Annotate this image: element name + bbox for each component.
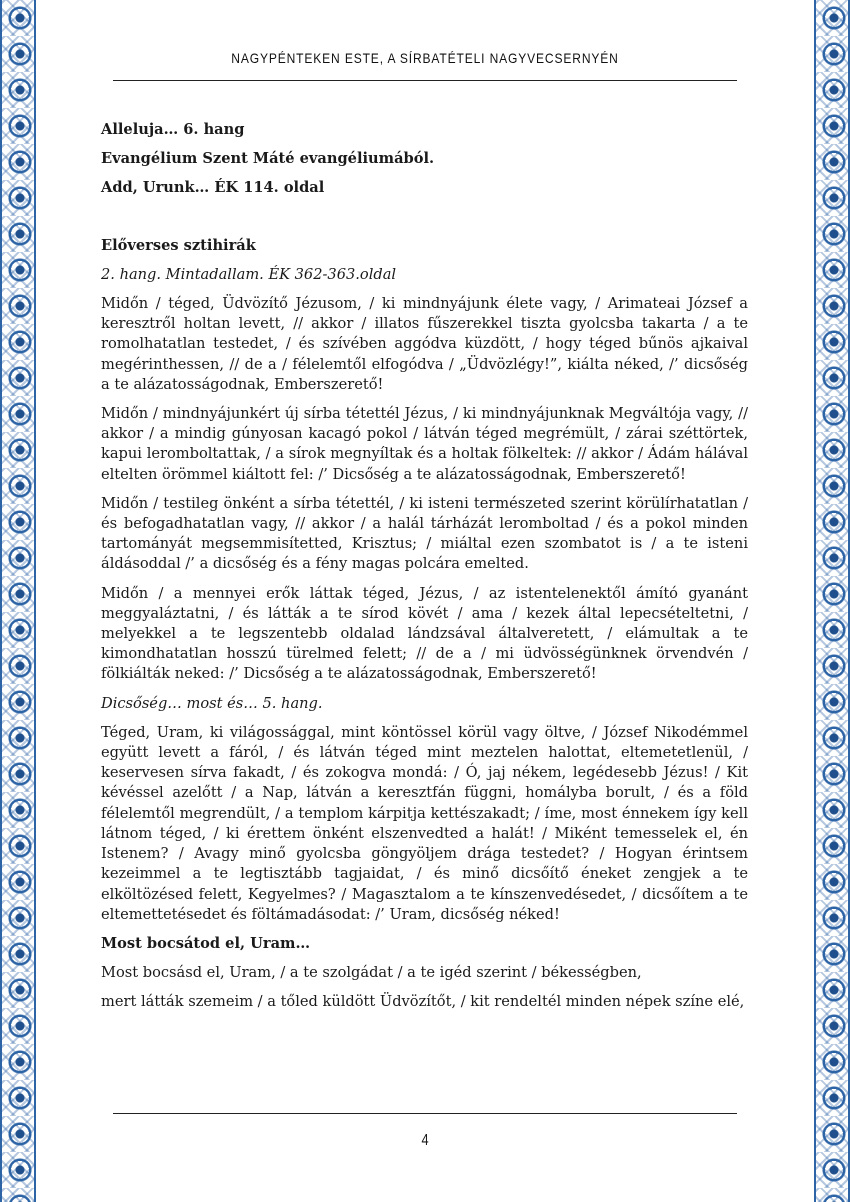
nunc-dimittis-heading: Most bocsátod el, Uram… (101, 934, 311, 952)
nunc-dimittis-line-1: Most bocsásd el, Uram, / a te szolgádat / a te igéd szerint / békességben, (101, 964, 642, 982)
nunc-dimittis-line-2: mert látták szemeim / a tőled küldött Üdvözítőt, / kit rendeltél minden népek színe elé, (101, 993, 745, 1011)
section-spacer (101, 208, 748, 236)
sticheron-4: Midőn / a mennyei erők láttak téged, Jézus, / az istentelenektől ámító gyanánt meggyaláztatni, / és látták a te sírod kövét / ama / kezek által lepecsételtetni, / melyekkel a te legszentebb oldalad lándzsával általveretett, / elámultak a te kimondhatatlan hosszú türelmed felett; // de a / mi üdvösségünknek örvendvén / fölkiálták neked: /’ Dicsőség a te alázatosságodnak, Emberszerető! (101, 584, 748, 683)
prayer-line: Add, Urunk… ÉK 114. oldal (101, 179, 325, 197)
right-ornamental-border (814, 0, 850, 1202)
sticheron-2: Midőn / mindnyájunkért új sírba tétettél Jézus, / ki mindnyájunknak Megváltója vagy, // akkor / a mindig gúnyosan kacagó pokol / látván téged megrémült, / zárai széttörtek, kapui leromboltattak, / a sírok megnyíltak és a holtak fölkeltek: // akkor / Ádám hálával eltelten örömmel kiáltott fel: /’ Dicsőség a te alázatosságodnak, Emberszerető! (101, 405, 748, 483)
glory-heading: Dicsőség… most és… 5. hang. (101, 694, 323, 712)
footer-rule (113, 1113, 737, 1114)
page-number: 4 (421, 1132, 429, 1149)
left-ornamental-border (0, 0, 36, 1202)
running-header: NAGYPÉNTEKEN ESTE, A SÍRBATÉTELI NAGYVECSERNYÉN (231, 50, 619, 66)
gospel-line: Evangélium Szent Máté evangéliumából. (101, 150, 435, 168)
sticheron-3: Midőn / testileg önként a sírba tétettél, / ki isteni természeted szerint körülírhatatlan / és befogadhatatlan vagy, // akkor / a halál tárházát leromboltad / és a pokol minden tartományát megsemmisítetted, Krisztus; / miáltal ezen szombatot is / a te isteni áldásoddal /’ a dicsőség és a fény magas polcára emelted. (101, 494, 748, 573)
tone-subheading: 2. hang. Mintadallam. ÉK 362-363.oldal (101, 265, 397, 283)
page-content (101, 120, 748, 1022)
alleluia-line: Alleluja… 6. hang (101, 121, 245, 138)
section-heading: Előverses sztihirák (101, 236, 256, 254)
sticheron-1: Midőn / téged, Üdvözítő Jézusom, / ki mindnyájunk élete vagy, / Arimateai József a keresztről holtan levett, // akkor / illatos fűszerekkel tiszta gyolcsba takarta / a te romolhatatlan testedet, / és szívében aggódva küzdött, / hogy téged bűnös ajkaival megérinthessen, // de a / félelemtől elfogódva / „Üdvözlégy!”, kiálta néked, /’ dicsőség a te alázatosságodnak, Emberszerető! (101, 295, 748, 393)
glory-sticheron: Téged, Uram, ki világossággal, mint köntössel körül vagy öltve, / József Nikodémmel együtt levett a fáról, / és látván téged mint meztelen halottat, eltemetetlenül, / keservesen sírva fakadt, / és zokogva mondá: / Ó, jaj nékem, legédesebb Jézus! / Kit kévéssel azelőtt / a Nap, látván a keresztfán függni, homályba borult, / és a föld félelemtől megrendült, / a templom kárpitja kettészakadt; / íme, most énnekem így kell látnom téged, / ki érettem önként elszenvedted a halát! / Miként temesselek el, én Istenem? / Avagy minő gyolcsba göngyöljem drága testedet? / Hogyan érintsem kezeimmel a te legtisztább tagjaidat, / és minő dicsőítő éneket zengjek a te elköltözésed felett, Kegyelmes? / Magasztalom a te kínszenvedésedet, / dicsőítem a te eltemettetésedet és föltámadásodat: /’ Uram, dicsőség néked! (101, 723, 748, 923)
header-rule (113, 80, 737, 81)
